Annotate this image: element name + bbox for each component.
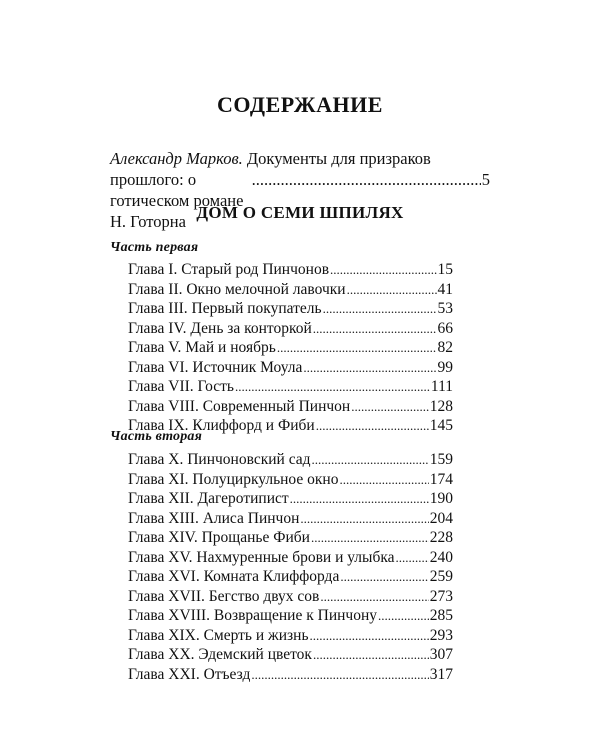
chapter-page-number: 228 bbox=[429, 529, 453, 546]
chapter-title: Глава XIII. Алиса Пинчон bbox=[128, 509, 300, 527]
toc-entry[interactable] bbox=[128, 666, 453, 686]
chapter-page-number: 53 bbox=[437, 300, 453, 317]
chapter-page-number: 128 bbox=[429, 397, 453, 415]
book-title: ДОМ О СЕМИ ШПИЛЯХ bbox=[196, 203, 404, 222]
chapter-page-number: 111 bbox=[430, 378, 453, 395]
chapter-page-number: 99 bbox=[437, 358, 453, 376]
chapter-page-number: 317 bbox=[429, 665, 453, 683]
dot-leader bbox=[312, 452, 429, 468]
dot-leader bbox=[251, 667, 428, 683]
toc-entry[interactable] bbox=[128, 451, 453, 471]
chapter-page-number: 174 bbox=[429, 470, 453, 488]
chapter-title: Глава VIII. Современный Пинчон bbox=[128, 397, 351, 415]
chapter-title: Глава I. Старый род Пинчонов bbox=[128, 261, 330, 278]
chapter-page-number: 145 bbox=[429, 417, 453, 434]
toc-entry[interactable] bbox=[128, 339, 453, 359]
chapter-page-number: 259 bbox=[429, 568, 453, 585]
toc-entry[interactable] bbox=[128, 398, 453, 418]
toc-entry[interactable] bbox=[128, 510, 453, 530]
chapter-list-part-2 bbox=[128, 451, 453, 685]
preface-line-1 bbox=[110, 148, 490, 169]
chapter-title: Глава XI. Полуциркульное окно bbox=[128, 470, 339, 488]
part-heading-1: Часть первая bbox=[110, 240, 199, 255]
chapter-page-number: 307 bbox=[429, 646, 453, 663]
toc-entry[interactable] bbox=[128, 588, 453, 608]
preface-title-part-2: прошлого: о готическом романе Н. Готорна bbox=[110, 170, 244, 231]
chapter-title: Глава IX. Клиффорд и Фиби bbox=[128, 417, 315, 434]
toc-entry[interactable] bbox=[128, 568, 453, 588]
chapter-page-number: 82 bbox=[437, 339, 453, 356]
dot-leader bbox=[320, 589, 428, 605]
chapter-title: Глава II. Окно мелочной лавочки bbox=[128, 280, 346, 298]
dot-leader bbox=[378, 608, 429, 624]
dot-leader bbox=[313, 321, 437, 337]
chapter-page-number: 240 bbox=[429, 548, 453, 566]
toc-entry[interactable] bbox=[128, 607, 453, 627]
dot-leader bbox=[347, 282, 437, 298]
part-heading-2: Часть вторая bbox=[110, 429, 203, 444]
chapter-title: Глава III. Первый покупатель bbox=[128, 300, 322, 317]
preface-page-number: 5 bbox=[481, 170, 490, 189]
toc-entry[interactable] bbox=[128, 378, 453, 398]
toc-entry[interactable] bbox=[128, 261, 453, 281]
chapter-page-number: 41 bbox=[437, 280, 453, 298]
toc-entry[interactable] bbox=[128, 549, 453, 569]
preface-title-part-1: Документы для призраков bbox=[242, 149, 431, 168]
dot-leader bbox=[300, 511, 428, 527]
dot-leader bbox=[396, 550, 429, 566]
dot-leader bbox=[277, 340, 437, 356]
dot-leader bbox=[311, 530, 429, 546]
toc-entry[interactable] bbox=[128, 281, 453, 301]
chapter-page-number: 190 bbox=[429, 490, 453, 507]
chapter-title: Глава V. Май и ноябрь bbox=[128, 339, 276, 356]
toc-entry[interactable] bbox=[128, 529, 453, 549]
dot-leader bbox=[316, 418, 429, 434]
chapter-title: Глава XIV. Прощанье Фиби bbox=[128, 529, 310, 546]
chapter-title: Глава XIX. Смерть и жизнь bbox=[128, 626, 309, 644]
chapter-title: Глава VI. Источник Моула bbox=[128, 358, 303, 376]
dot-leader bbox=[323, 301, 437, 317]
dot-leader bbox=[313, 647, 429, 663]
page-title: СОДЕРЖАНИЕ bbox=[217, 92, 383, 117]
toc-entry[interactable] bbox=[128, 300, 453, 320]
dot-leader bbox=[330, 262, 436, 278]
chapter-title: Глава XVI. Комната Клиффорда bbox=[128, 568, 340, 585]
dot-leader bbox=[310, 628, 429, 644]
chapter-page-number: 66 bbox=[437, 319, 453, 337]
chapter-title: Глава XV. Нахмуренные брови и улыбка bbox=[128, 548, 395, 566]
chapter-page-number: 15 bbox=[437, 261, 453, 278]
chapter-title: Глава XVIII. Возвращение к Пинчону bbox=[128, 607, 377, 624]
chapter-page-number: 285 bbox=[429, 607, 453, 624]
dot-leader bbox=[290, 491, 429, 507]
chapter-title: Глава IV. День за конторкой bbox=[128, 319, 312, 337]
chapter-page-number: 293 bbox=[429, 626, 453, 644]
dot-leader bbox=[252, 169, 481, 190]
chapter-page-number: 159 bbox=[429, 451, 453, 468]
toc-entry[interactable] bbox=[128, 359, 453, 379]
toc-entry[interactable] bbox=[128, 627, 453, 647]
chapter-title: Глава XX. Эдемский цветок bbox=[128, 646, 312, 663]
toc-entry[interactable] bbox=[128, 471, 453, 491]
dot-leader bbox=[339, 472, 428, 488]
toc-entry[interactable] bbox=[128, 646, 453, 666]
dot-leader bbox=[340, 569, 428, 585]
chapter-page-number: 273 bbox=[429, 587, 453, 605]
chapter-title: Глава XXI. Отъезд bbox=[128, 665, 251, 683]
dot-leader bbox=[303, 360, 436, 376]
dot-leader bbox=[235, 379, 430, 395]
preface-author: Александр Марков. bbox=[110, 149, 243, 168]
chapter-list-part-1 bbox=[128, 261, 453, 437]
chapter-title: Глава X. Пинчоновский сад bbox=[128, 451, 311, 468]
chapter-title: Глава XII. Дагеротипист bbox=[128, 490, 289, 507]
chapter-title: Глава VII. Гость bbox=[128, 378, 235, 395]
toc-entry[interactable] bbox=[128, 490, 453, 510]
chapter-title: Глава XVII. Бегство двух сов bbox=[128, 587, 320, 605]
toc-entry[interactable] bbox=[128, 320, 453, 340]
chapter-page-number: 204 bbox=[429, 509, 453, 527]
dot-leader bbox=[351, 399, 429, 415]
